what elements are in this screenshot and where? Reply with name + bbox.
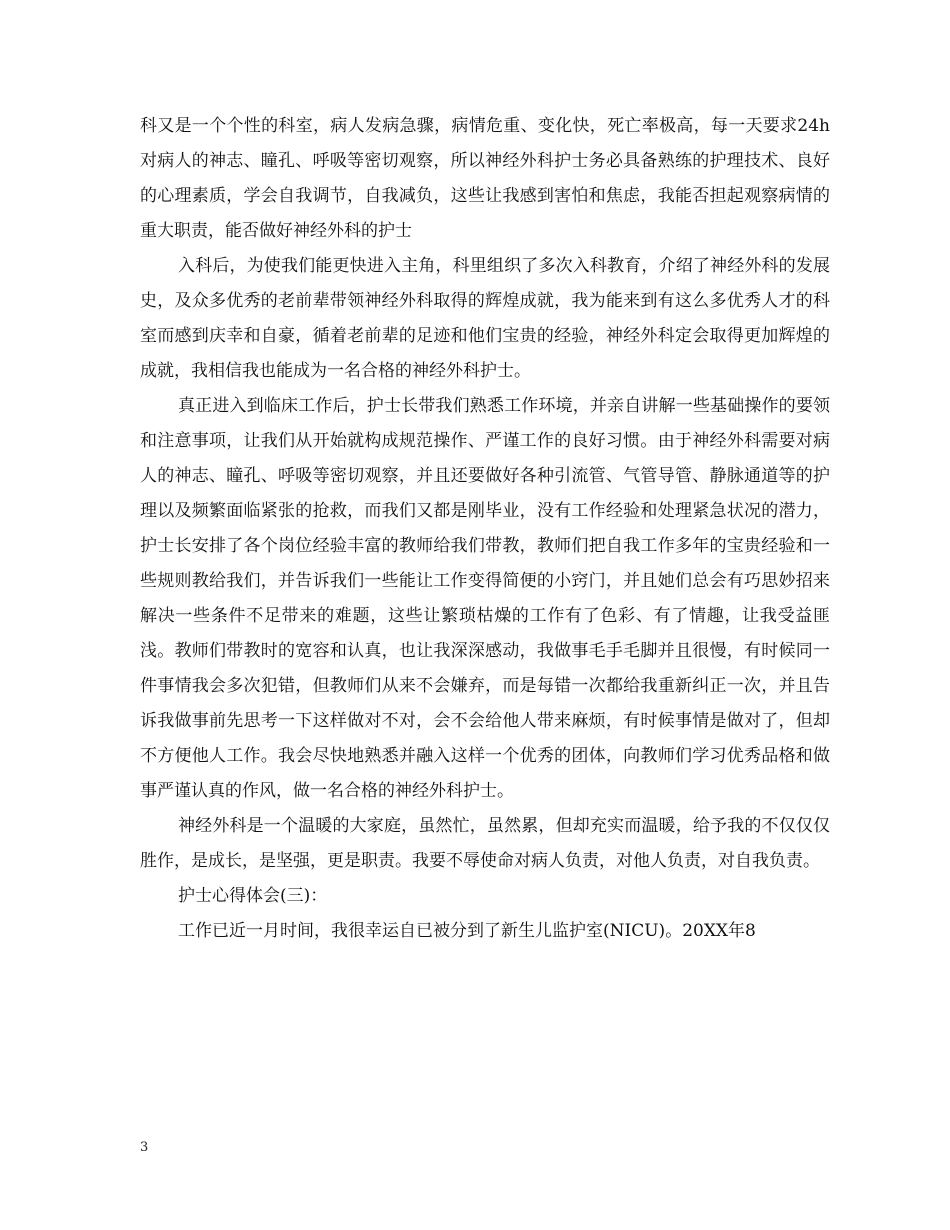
paragraph-4: 神经外科是一个温暖的大家庭，虽然忙，虽然累，但却充实而温暖，给予我的不仅仅仅胜作，是成长，是坚强，更是职责。我要不辱使命对病人负责，对他人负责，对自我负责。 xyxy=(140,816,830,871)
document-body xyxy=(140,109,830,949)
section-heading: 护士心得体会(三)： xyxy=(178,886,328,906)
page-number: 3 xyxy=(140,1140,149,1155)
paragraph-5: 工作已近一月时间，我很幸运自已被分到了新生儿监护室(NICU)。20XX年8 xyxy=(178,921,756,941)
paragraph-1: 科又是一个个性的科室，病人发病急骤，病情危重、变化快，死亡率极高，每一天要求24h对病人的神志、瞳孔、呼吸等密切观察，所以神经外科护士务必具备熟练的护理技术、良好的心理素质，学会自我调节，自我减负，这些让我感到害怕和焦虑，我能否担起观察病情的重大职责，能否做好神经外科的护士 xyxy=(140,116,830,241)
paragraph-3: 真正进入到临床工作后，护士长带我们熟悉工作环境，并亲自讲解一些基础操作的要领和注意事项，让我们从开始就构成规范操作、严谨工作的良好习惯。由于神经外科需要对病人的神志、瞳孔、呼吸等密切观察，并且还要做好各种引流管、气管导管、静脉通道等的护理以及频繁面临紧张的抢救，而我们又都是刚毕业，没有工作经验和处理紧急状况的潜力，护士长安排了各个岗位经验丰富的教师给我们带教，教师们把自我工作多年的宝贵经验和一些规则教给我们，并告诉我们一些能让工作变得简便的小窍门，并且她们总会有巧思妙招来解决一些条件不足带来的难题，这些让繁琐枯燥的工作有了色彩、有了情趣，让我受益匪浅。教师们带教时的宽容和认真，也让我深深感动，我做事毛手毛脚并且很慢，有时候同一件事情我会多次犯错，但教师们从来不会嫌弃，而是每错一次都给我重新纠正一次，并且告诉我做事前先思考一下这样做对不对，会不会给他人带来麻烦，有时候事情是做对了，但却不方便他人工作。我会尽快地熟悉并融入这样一个优秀的团体，向教师们学习优秀品格和做事严谨认真的作风，做一名合格的神经外科护士。 xyxy=(140,396,830,801)
paragraph-2: 入科后，为使我们能更快进入主角，科里组织了多次入科教育，介绍了神经外科的发展史，及众多优秀的老前辈带领神经外科取得的辉煌成就，我为能来到有这么多优秀人才的科室而感到庆幸和自豪，循着老前辈的足迹和他们宝贵的经验，神经外科定会取得更加辉煌的成就，我相信我也能成为一名合格的神经外科护士。 xyxy=(140,256,830,381)
